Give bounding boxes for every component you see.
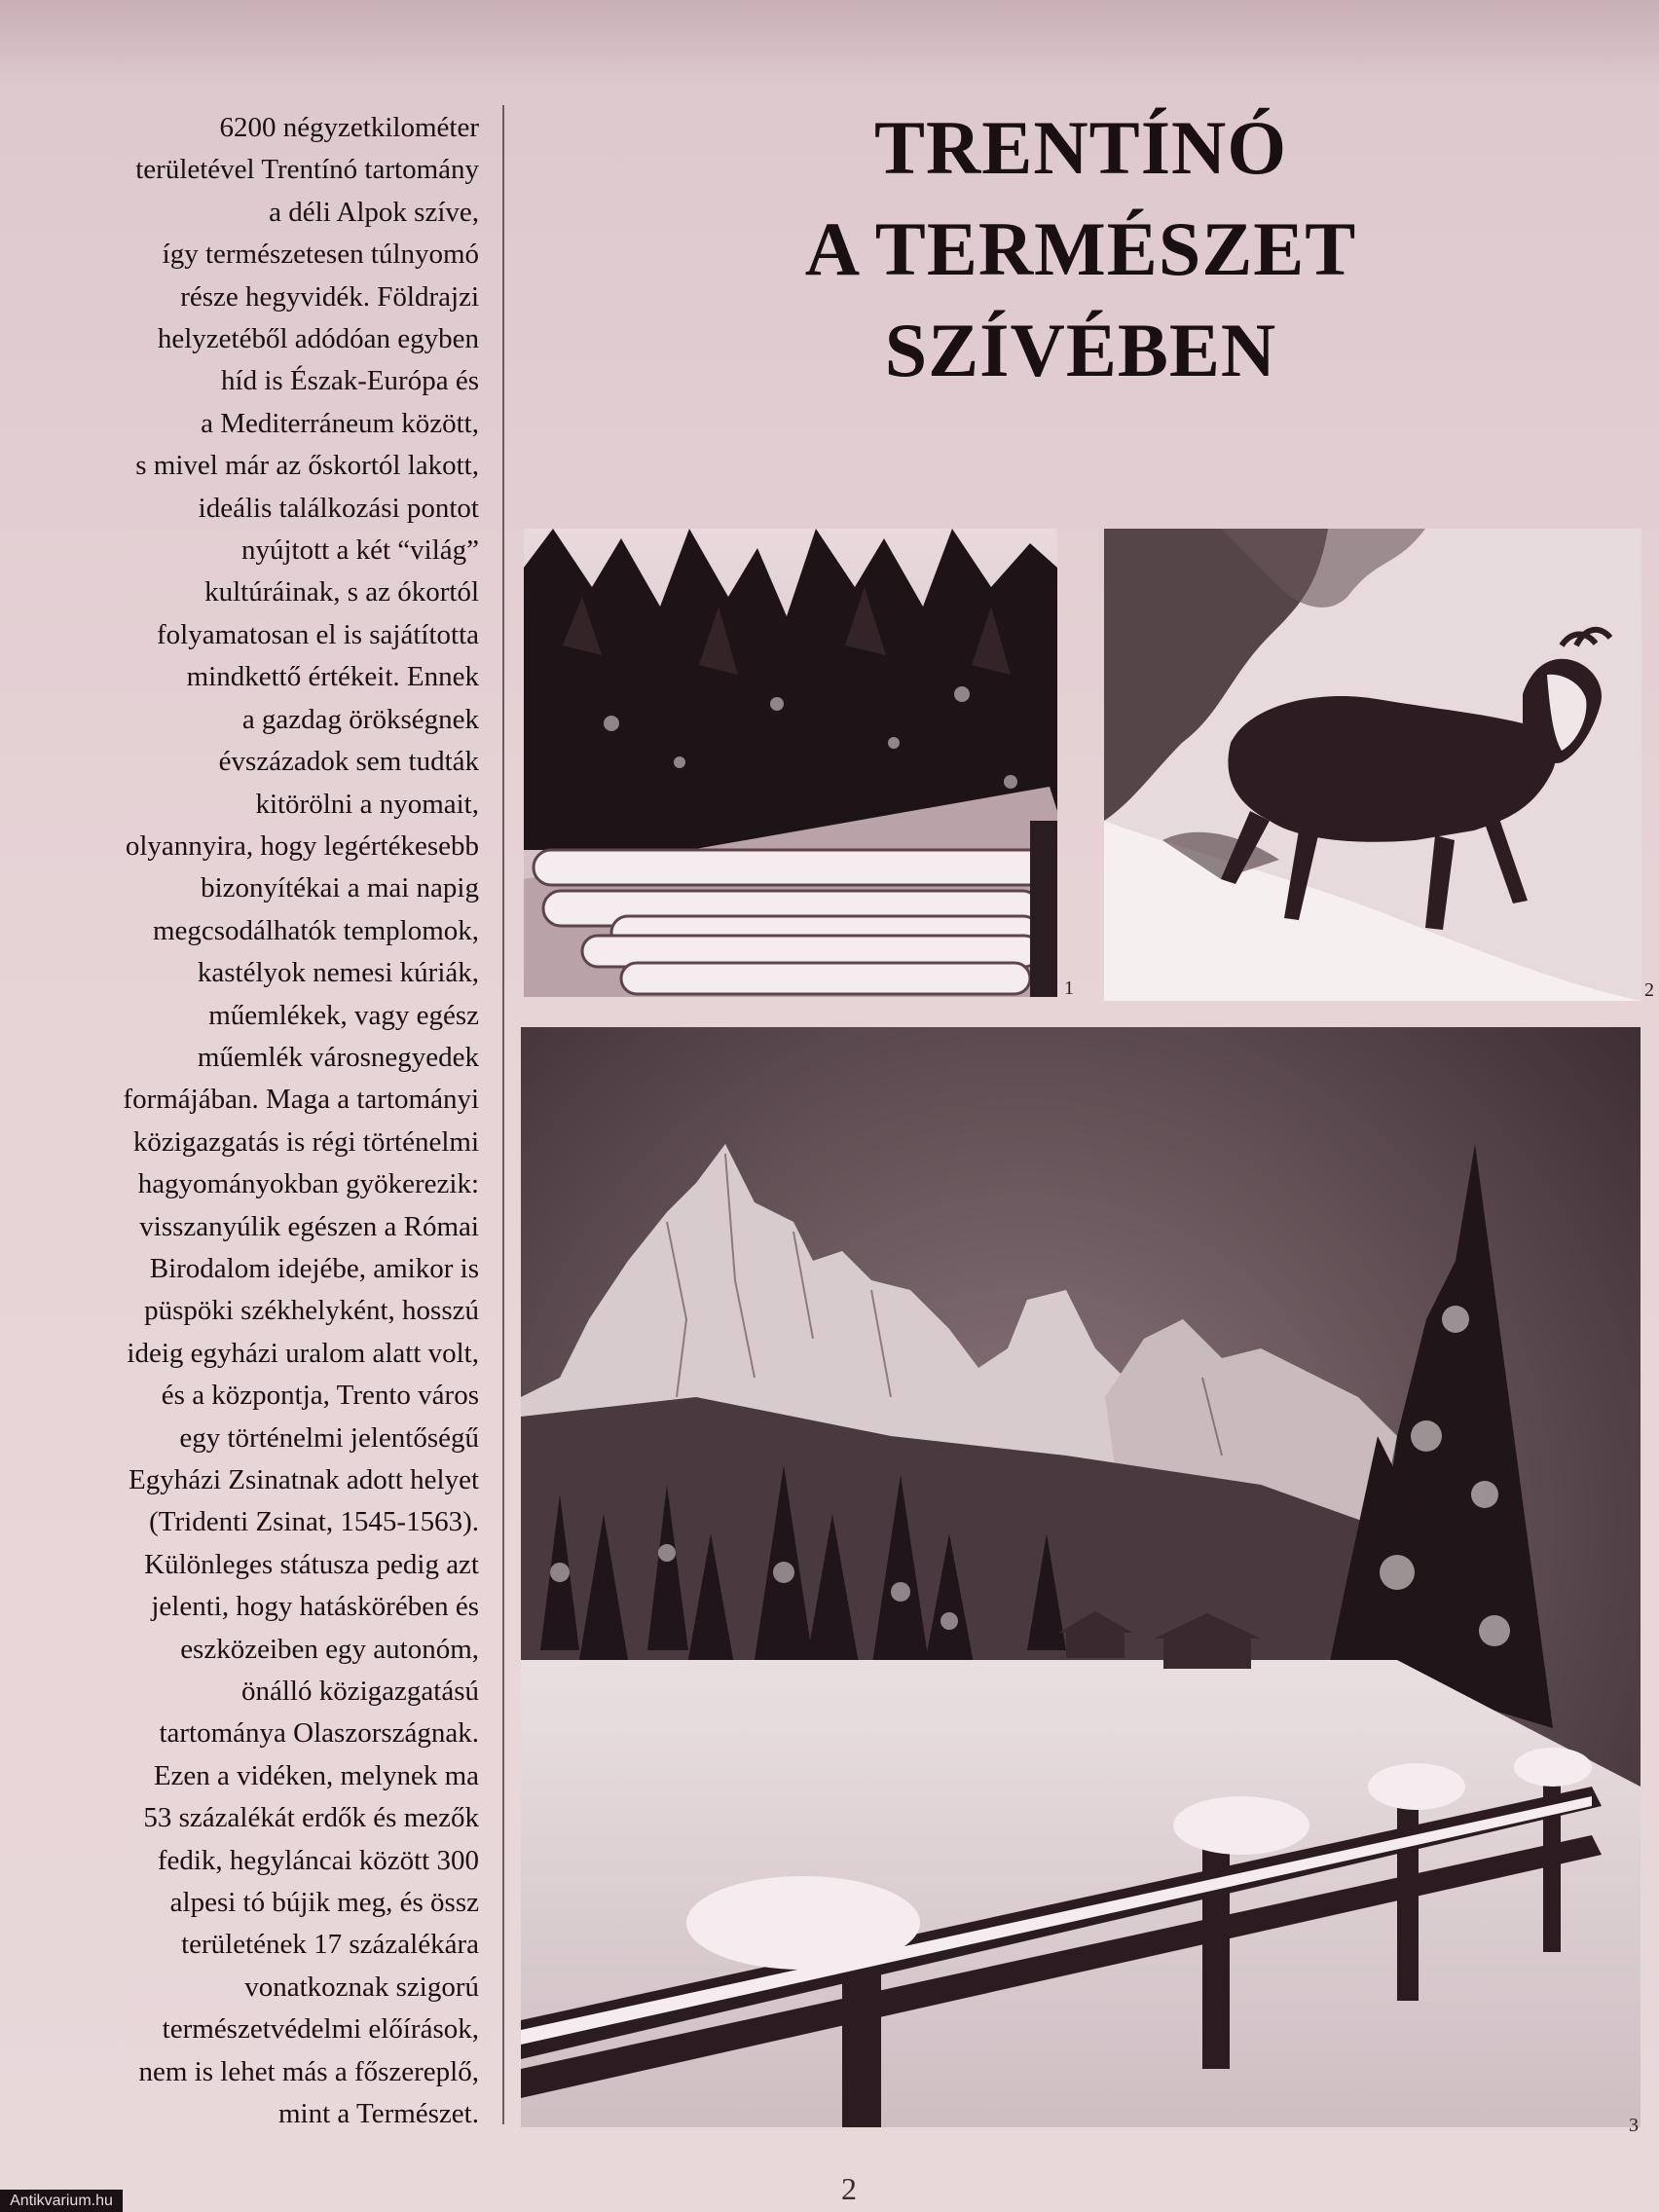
- body-text-line: kitörölni a nyomait,: [255, 788, 479, 820]
- body-text-line: megcsodálhatók templomok,: [152, 914, 479, 946]
- body-text-line: püspöki székhelyként, hosszú: [144, 1295, 479, 1327]
- body-text-line: a déli Alpok szíve,: [269, 196, 479, 228]
- photo-chamois: [1104, 529, 1641, 1001]
- body-text-line: kultúráinak, s az ókortól: [204, 576, 479, 608]
- body-text-line: eszközeiben egy autonóm,: [180, 1633, 479, 1665]
- body-text-line: híd is Észak-Európa és: [221, 365, 479, 397]
- body-text-line: 6200 négyzetkilométer: [219, 112, 479, 143]
- body-text-line: a gazdag örökségnek: [241, 703, 479, 735]
- snowy-logs-image: [524, 529, 1057, 997]
- body-text-column: [58, 107, 479, 2136]
- body-text-line: fedik, hegyláncai között 300: [157, 1844, 479, 1876]
- body-text-line: jelenti, hogy hatáskörében és: [151, 1591, 479, 1623]
- body-text-line: hagyományokban gyökerezik:: [137, 1168, 479, 1200]
- body-text-line: önálló közigazgatású: [241, 1676, 479, 1708]
- previous-page-bleed: [0, 0, 1659, 88]
- body-text-line: és a központja, Trento város: [161, 1380, 479, 1412]
- photo-number-2: 2: [1644, 979, 1654, 1001]
- body-text-line: területének 17 százalékára: [181, 1929, 479, 1961]
- dolomites-landscape-image: [521, 1027, 1641, 2127]
- body-text-line: nem is lehet más a főszereplő,: [138, 2055, 479, 2087]
- body-text-line: olyannyira, hogy legértékesebb: [125, 830, 479, 862]
- body-text-line: s mivel már az őskortól lakott,: [135, 450, 479, 482]
- body-text-line: (Tridenti Zsinat, 1545-1563).: [149, 1506, 479, 1538]
- body-text-line: műemlék városnegyedek: [197, 1041, 479, 1073]
- body-text-line: nyújtott a két “világ”: [240, 535, 479, 567]
- column-divider: [502, 105, 504, 2124]
- body-text-line: ideális találkozási pontot: [198, 492, 479, 524]
- body-text-line: 53 százalékát erdők és mezők: [143, 1802, 479, 1834]
- body-text-line: egy történelmi jelentőségű: [179, 1421, 479, 1454]
- body-text-line: vonatkoznak szigorú: [244, 1971, 479, 2003]
- body-text-line: formájában. Maga a tartományi: [123, 1084, 479, 1116]
- headline-line-2: A TERMÉSZET: [804, 206, 1357, 291]
- body-text-line: mindkettő értékeit. Ennek: [186, 661, 479, 693]
- body-text-line: évszázadok sem tudták: [218, 746, 479, 778]
- watermark: Antikvarium.hu: [0, 2190, 123, 2212]
- headline-line-3: SZÍVÉBEN: [884, 308, 1277, 392]
- body-text-line: Ezen a vidéken, melynek ma: [153, 1759, 479, 1791]
- body-text-line: műemlékek, vagy egész: [208, 999, 479, 1031]
- body-text-line: visszanyúlik egészen a Római: [139, 1210, 479, 1242]
- body-text-line: bizonyítékai a mai napig: [201, 872, 479, 904]
- body-text-line: Egyházi Zsinatnak adott helyet: [129, 1464, 479, 1495]
- photo-number-1: 1: [1064, 977, 1074, 999]
- page-number: 2: [841, 2171, 857, 2206]
- headline-line-1: TRENTÍNÓ: [873, 105, 1288, 190]
- headline: [720, 97, 1441, 401]
- photo-number-3: 3: [1629, 2115, 1639, 2136]
- body-text-line: Különleges státusza pedig azt: [144, 1548, 479, 1580]
- body-text-line: kastélyok nemesi kúriák,: [197, 957, 479, 989]
- body-text-line: közigazgatás is régi történelmi: [132, 1125, 479, 1158]
- body-text-line: területével Trentínó tartomány: [135, 154, 479, 186]
- body-text-line: alpesi tó bújik meg, és össz: [169, 1887, 479, 1919]
- body-text-line: tartománya Olaszországnak.: [159, 1717, 479, 1750]
- chamois-image: [1104, 529, 1641, 1001]
- body-text-line: Birodalom idejébe, amikor is: [149, 1252, 479, 1284]
- body-text-line: a Mediterráneum között,: [201, 407, 479, 439]
- body-text-line: így természetesen túlnyomó: [162, 239, 479, 271]
- body-text-line: folyamatosan el is sajátította: [157, 618, 479, 650]
- body-text-line: természetvédelmi előírások,: [162, 2013, 479, 2046]
- body-text-line: helyzetéből adódóan egyben: [157, 323, 479, 355]
- photo-snowy-logs: [524, 529, 1057, 997]
- body-text-line: mint a Természet.: [277, 2098, 479, 2130]
- body-text-line: része hegyvidék. Földrajzi: [180, 280, 479, 313]
- photo-dolomites-landscape: [521, 1027, 1641, 2127]
- body-text-line: ideig egyházi uralom alatt volt,: [127, 1337, 479, 1369]
